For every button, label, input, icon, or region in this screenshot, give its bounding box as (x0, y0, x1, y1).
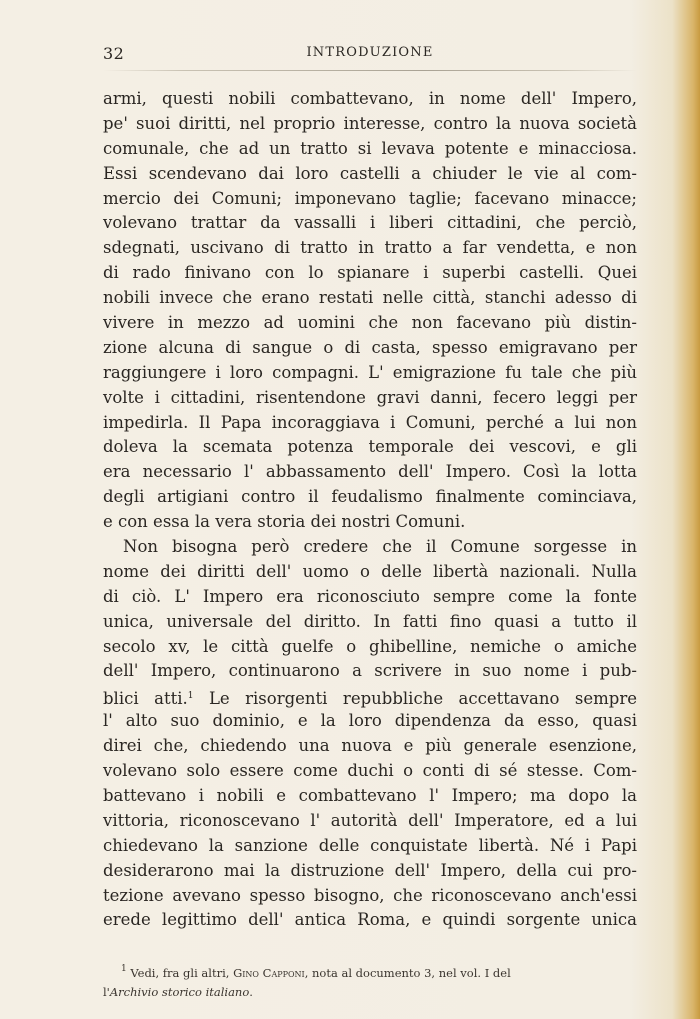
footnote-text: l' (103, 985, 110, 999)
footnote (103, 960, 637, 1002)
text-line-head: blici atti. (103, 689, 188, 709)
text-line-with-footnote-ref (103, 684, 637, 709)
text-line: vivere in mezzo ad uomini che non facevano più distin- (103, 313, 637, 333)
text-line: comunale, che ad un tratto si levava potente e minacciosa. (103, 138, 637, 158)
footnote-line (103, 960, 637, 983)
text-line: tezione avevano spesso bisogno, che riconoscevano anch'essi (103, 885, 637, 905)
text-line: vittoria, riconoscevano l' autorità dell' Imperatore, ed a lui (103, 810, 637, 830)
text-line: volevano trattar da vassalli i liberi cittadini, che perciò, (103, 213, 637, 233)
text-line: raggiungere i loro compagni. L' emigrazione fu tale che più (103, 362, 637, 382)
text-line: volevano solo essere come duchi o conti di sé stesse. Com- (103, 761, 637, 781)
footnote-author: Gino Capponi (233, 966, 305, 980)
text-line: impedirla. Il Papa incoraggiava i Comuni, perché a lui non (103, 412, 637, 432)
footnote-reference[interactable]: 1 (187, 691, 194, 702)
footnote-text: Vedi, fra gli altri, (130, 966, 230, 980)
page-number: 32 (103, 44, 125, 63)
footnote-line (103, 983, 637, 1002)
text-line: era necessario l' abbassamento dell' Impero. Così la lotta (103, 462, 637, 482)
text-line: Essi scendevano dai loro castelli a chiuder le vie al com- (103, 163, 637, 183)
text-line: di ciò. L' Impero era riconosciuto sempre come la fonte (103, 586, 637, 606)
text-line: volte i cittadini, risentendone gravi danni, fecero leggi per (103, 387, 637, 407)
text-line: nome dei diritti dell' uomo o delle libertà nazionali. Nulla (103, 561, 637, 581)
text-line: sdegnati, uscivano di tratto in tratto a far vendetta, e non (103, 238, 637, 258)
footnote-text: , nota al documento 3, nel vol. I del (304, 966, 511, 980)
footnote-journal: Archivio storico italiano (109, 985, 250, 999)
text-line: secolo xv, le città guelfe o ghibelline, nemiche o amiche (103, 636, 637, 656)
page-header (103, 44, 637, 68)
text-line: l' alto suo dominio, e la loro dipendenza da esso, quasi (103, 711, 637, 731)
text-line: degli artigiani contro il feudalismo finalmente cominciava, (103, 487, 637, 507)
text-line: erede legittimo dell' antica Roma, e quindi sorgente unica (103, 910, 637, 930)
header-rule (103, 70, 637, 71)
text-line: direi che, chiedendo una nuova e più generale esenzione, (103, 736, 637, 756)
text-line: doleva la scemata potenza temporale dei vescovi, e gli (103, 437, 637, 457)
text-line: zione alcuna di sangue o di casta, spesso emigravano per (103, 337, 637, 357)
text-line: unica, universale del diritto. In fatti fino quasi a tutto il (103, 611, 637, 631)
text-line: chiedevano la sanzione delle conquistate libertà. Né i Papi (103, 835, 637, 855)
body-text (103, 87, 637, 933)
text-line: di rado finivano con lo spianare i superbi castelli. Quei (103, 263, 637, 283)
running-head: INTRODUZIONE (306, 45, 434, 60)
text-line: desiderarono mai la distruzione dell' Impero, della cui pro- (103, 860, 637, 880)
text-line: Non bisogna però credere che il Comune sorgesse in (123, 537, 637, 557)
footnote-marker: 1 (121, 964, 127, 974)
text-line: armi, questi nobili combattevano, in nome dell' Impero, (103, 89, 637, 108)
text-line: battevano i nobili e combattevano l' Impero; ma dopo la (103, 785, 637, 805)
text-line-tail: Le risorgenti repubbliche accettavano sempre (208, 689, 638, 709)
text-line: pe' suoi diritti, nel proprio interesse, contro la nuova società (103, 113, 637, 133)
text-line: e con essa la vera storia dei nostri Comuni. (103, 512, 466, 532)
text-line: mercio dei Comuni; imponevano taglie; facevano minacce; (103, 188, 637, 208)
text-line: nobili invece che erano restati nelle città, stanchi adesso di (103, 288, 637, 308)
footnote-text: . (249, 985, 253, 999)
text-line: dell' Impero, continuarono a scrivere in suo nome i pub- (103, 661, 637, 681)
